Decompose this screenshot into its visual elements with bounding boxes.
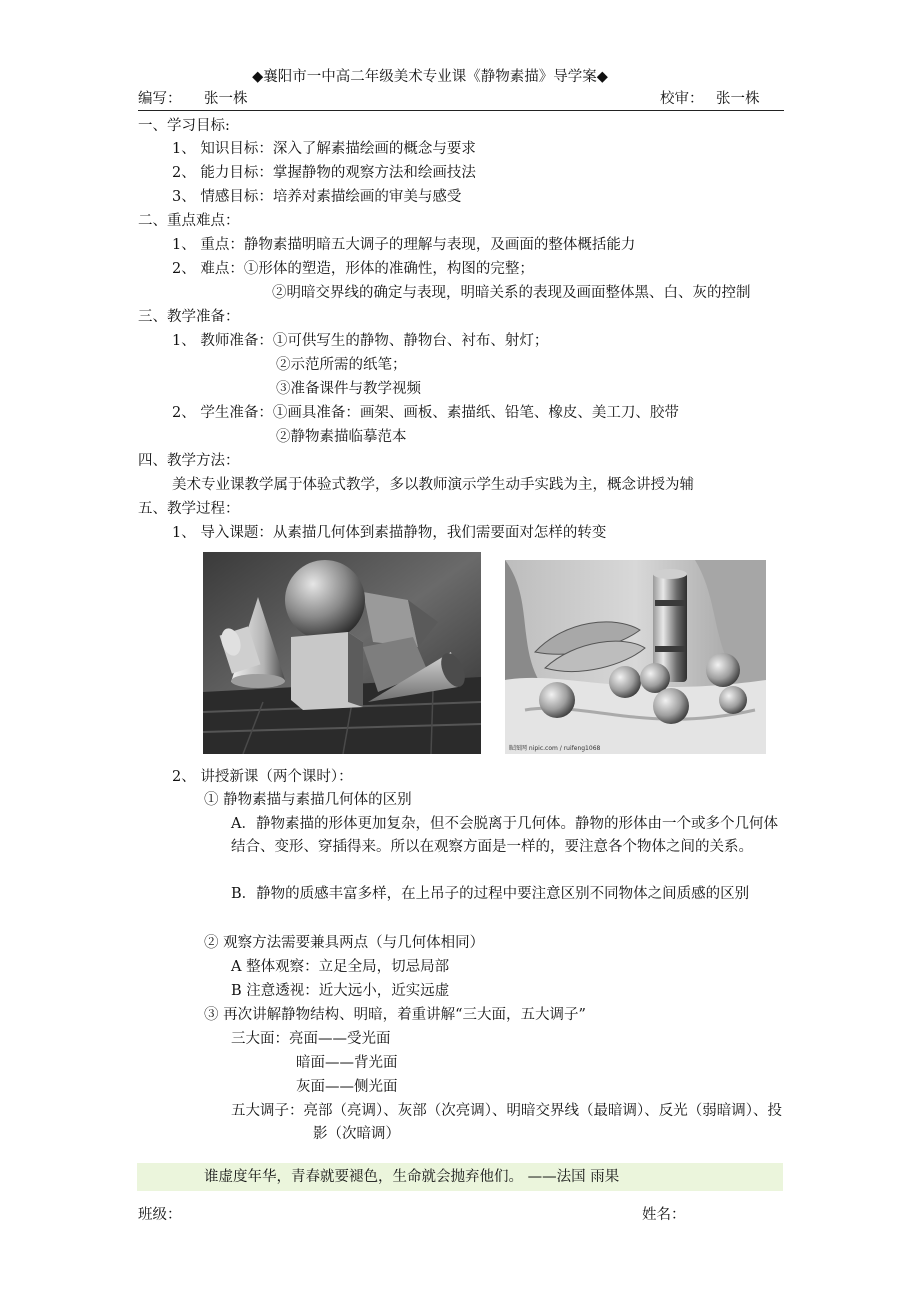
image-watermark: 昵图网 nipic.com / ruifeng1068 <box>509 745 601 752</box>
key-point-item: 1、 重点：静物素描明暗五大调子的理解与表现，及画面的整体概括能力 <box>172 237 636 253</box>
goal-item: 3、 情感目标：培养对素描绘画的审美与感受 <box>172 189 462 205</box>
header-divider <box>138 110 784 111</box>
point-1-a: A．静物素描的形体更加复杂，但不会脱离于几何体。静物的形体由一个或多个几何体结合、变形、穿插得来。所以在观察方面是一样的，要注意各个物体之间的关系。 <box>231 816 778 855</box>
difficulty-item-2: ②明暗交界线的确定与表现，明暗关系的表现及画面整体黑、白、灰的控制 <box>272 285 751 301</box>
point-1-title: ① 静物素描与素描几何体的区别 <box>204 792 412 808</box>
document-title: ◆襄阳市一中高二年级美术专业课《静物素描》导学案◆ <box>252 69 608 85</box>
teacher-prep-2: ②示范所需的纸笔； <box>276 357 407 373</box>
geometric-solids-sketch-image <box>203 552 481 754</box>
goal-item: 1、 知识目标：深入了解素描绘画的概念与要求 <box>172 141 476 157</box>
reviewer-name: 张一株 <box>716 91 760 107</box>
reviewer-label: 校审： <box>660 91 704 107</box>
process-step-2: 2、 讲授新课（两个课时）： <box>172 769 353 785</box>
section-method-heading: 四、教学方法： <box>138 453 240 469</box>
section-process-heading: 五、教学过程： <box>138 501 240 517</box>
name-label: 姓名： <box>642 1207 686 1223</box>
method-text: 美术专业课教学属于体验式教学，多以教师演示学生动手实践为主，概念讲授为辅 <box>172 477 694 493</box>
section-goals-heading: 一、学习目标: <box>138 118 230 134</box>
difficulty-item: 2、 难点：①形体的塑造，形体的准确性，构图的完整； <box>172 261 534 277</box>
class-label: 班级： <box>138 1207 182 1223</box>
teacher-prep-3: ③准备课件与教学视频 <box>276 381 421 397</box>
five-tones-text: 五大调子：亮部（亮调）、灰部（次亮调）、明暗交界线（最暗调）、反光（弱暗调）、投影（次暗调） <box>231 1103 782 1142</box>
goal-item: 2、 能力目标：掌握静物的观察方法和绘画技法 <box>172 165 476 181</box>
point-2-b: B 注意透视：近大远小，近实远虚 <box>231 983 450 999</box>
three-faces-line-1: 三大面：亮面——受光面 <box>231 1031 391 1047</box>
author-label: 编写： <box>138 91 182 107</box>
quote-text: 谁虚度年华，青春就要褪色，生命就会抛弃他们。 ——法国 雨果 <box>204 1169 620 1185</box>
point-3-title: ③ 再次讲解静物结构、明暗，着重讲解“三大面，五大调子” <box>204 1007 586 1023</box>
three-faces-line-2: 暗面——背光面 <box>296 1055 398 1071</box>
three-faces-line-3: 灰面——侧光面 <box>296 1079 398 1095</box>
process-step-1: 1、 导入课题：从素描几何体到素描静物，我们需要面对怎样的转变 <box>172 525 607 541</box>
author-name: 张一株 <box>204 91 248 107</box>
section-key-points-heading: 二、重点难点： <box>138 213 240 229</box>
teacher-prep-1: 1、 教师准备：①可供写生的静物、静物台、衬布、射灯； <box>172 333 549 349</box>
point-2-a: A 整体观察：立足全局，切忌局部 <box>231 959 450 975</box>
still-life-sketch-image <box>505 560 766 754</box>
point-2-title: ② 观察方法需要兼具两点（与几何体相同） <box>204 935 485 951</box>
student-prep-2: ②静物素描临摹范本 <box>276 429 407 445</box>
point-1-b: B．静物的质感丰富多样，在上吊子的过程中要注意区别不同物体之间质感的区别 <box>231 886 750 902</box>
section-preparation-heading: 三、教学准备： <box>138 309 240 325</box>
student-prep-1: 2、 学生准备：①画具准备：画架、画板、素描纸、铅笔、橡皮、美工刀、胶带 <box>172 405 679 421</box>
